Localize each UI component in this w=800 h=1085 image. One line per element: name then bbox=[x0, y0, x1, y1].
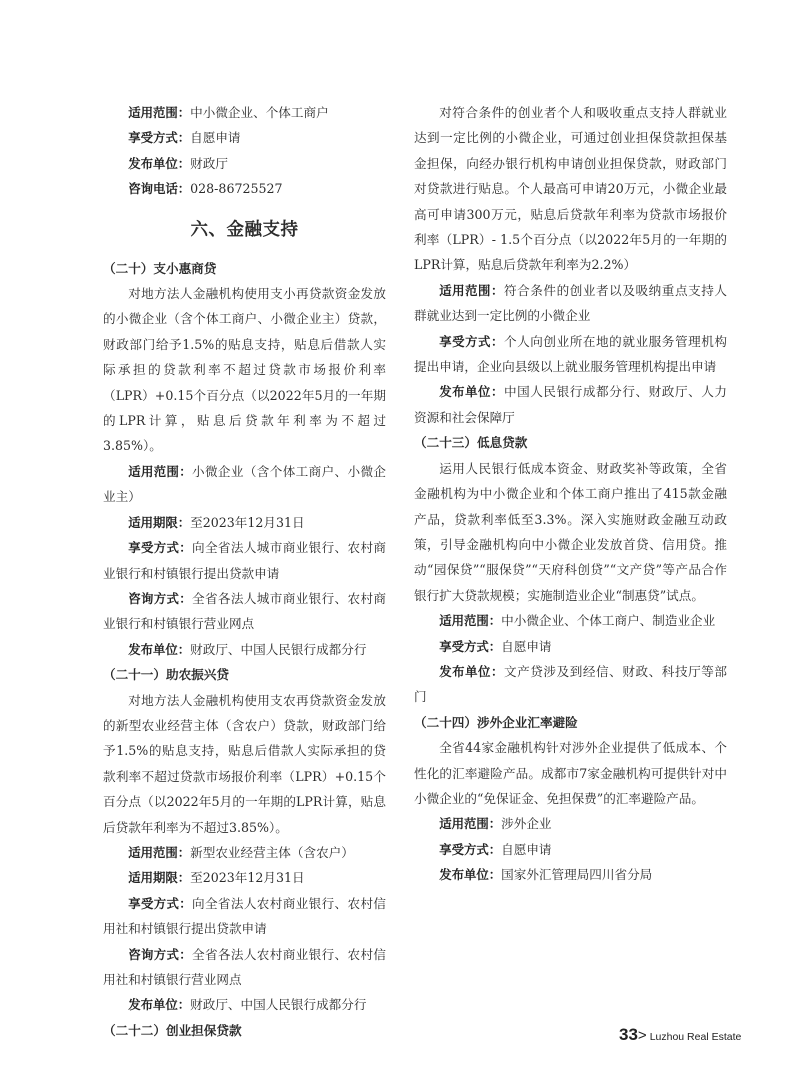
field-label: 适用范围： bbox=[128, 844, 191, 860]
policy-field bbox=[103, 459, 386, 510]
field-value: 财政厅、中国人民银行成都分行 bbox=[190, 641, 367, 657]
body-paragraph: 对符合条件的创业者个人和吸收重点支持人群就业达到一定比例的小微企业，可通过创业担保贷款担保基金担保，向经办银行机构申请创业担保贷款，财政部门对贷款进行贴息。个人最高可申请20万元，小微企业最高可申请300万元，贴息后贷款年利率为贷款市场报价利率（LPR）- 1.5个百分点（以2022年5月的一年期的LPR计算，贴息后贷款年利率为2.2%） bbox=[414, 105, 727, 273]
field-value: 至2023年12月31日 bbox=[190, 514, 305, 530]
policy-field bbox=[414, 379, 727, 430]
page-footer bbox=[619, 1025, 769, 1049]
field-label: 咨询电话： bbox=[128, 181, 191, 197]
field-value: 中小微企业、个体工商户、制造业企业 bbox=[501, 613, 716, 629]
field-value: 文产贷涉及到经信、财政、科技厅等部门 bbox=[414, 663, 728, 705]
field-label: 发布单位： bbox=[439, 384, 504, 400]
policy-field bbox=[414, 278, 727, 329]
field-label: 发布单位： bbox=[439, 663, 504, 679]
policy-field bbox=[414, 634, 727, 659]
field-value: 国家外汇管理局四川省分局 bbox=[501, 867, 653, 883]
policy-field bbox=[103, 125, 386, 150]
field-value: 至2023年12月31日 bbox=[190, 870, 305, 886]
field-label: 适用期限： bbox=[128, 870, 191, 886]
field-label: 发布单位： bbox=[128, 641, 191, 657]
field-value: 向全省法人城市商业银行、农村商业银行和村镇银行提出贷款申请 bbox=[103, 540, 387, 581]
arrow-icon: > bbox=[637, 1027, 647, 1044]
field-label: 享受方式： bbox=[128, 130, 191, 146]
field-label: 适用范围： bbox=[439, 816, 502, 832]
policy-field bbox=[103, 840, 386, 865]
left-column bbox=[103, 100, 386, 1043]
field-value: 个人向创业所在地的就业服务管理机构提出申请，企业向县级以上就业服务管理机构提出申请 bbox=[414, 333, 728, 375]
policy-field bbox=[414, 811, 727, 836]
subsection-heading: （二十）支小惠商贷 bbox=[103, 260, 217, 276]
policy-field bbox=[103, 586, 386, 637]
field-label: 咨询方式： bbox=[128, 946, 192, 962]
policy-field bbox=[414, 837, 727, 862]
policy-field bbox=[414, 608, 727, 633]
field-value: 小微企业（含个体工商户、小微企业主） bbox=[103, 463, 387, 505]
policy-field bbox=[414, 659, 727, 710]
field-value: 自愿申请 bbox=[190, 130, 241, 146]
field-value: 全省各法人城市商业银行、农村商业银行和村镇银行营业网点 bbox=[103, 590, 387, 632]
field-label: 咨询方式： bbox=[128, 590, 192, 606]
policy-field bbox=[103, 891, 386, 942]
policy-field bbox=[103, 992, 386, 1017]
field-value: 中国人民银行成都分行、财政厅、人力资源和社会保障厅 bbox=[414, 384, 728, 425]
field-value: 自愿申请 bbox=[501, 638, 552, 654]
policy-field bbox=[103, 865, 386, 890]
field-value: 自愿申请 bbox=[501, 841, 552, 857]
field-label: 发布单位： bbox=[128, 997, 191, 1013]
policy-field bbox=[103, 100, 386, 125]
field-value: 全省各法人农村商业银行、农村信用社和村镇银行营业网点 bbox=[103, 946, 387, 987]
field-label: 享受方式： bbox=[128, 895, 192, 911]
field-value: 符合条件的创业者以及吸纳重点支持人群就业达到一定比例的小微企业 bbox=[414, 282, 728, 324]
field-value: 新型农业经营主体（含农户） bbox=[190, 844, 354, 860]
field-label: 享受方式： bbox=[128, 540, 192, 556]
field-label: 适用范围： bbox=[439, 282, 504, 298]
field-value: 财政厅、中国人民银行成都分行 bbox=[190, 997, 367, 1013]
policy-field bbox=[103, 942, 386, 993]
policy-field bbox=[414, 329, 727, 380]
field-label: 适用范围： bbox=[128, 463, 192, 479]
policy-field bbox=[103, 176, 386, 201]
field-label: 适用范围： bbox=[128, 105, 191, 120]
field-value: 财政厅 bbox=[190, 155, 228, 171]
body-paragraph: 对地方法人金融机构使用支小再贷款资金发放的小微企业（含个体工商户、小微企业主）贷款，财政部门给予1.5%的贴息支持，贴息后借款人实际承担的贷款利率不超过贷款市场报价利率（LPR）+0.15个百分点（以2022年5月的一年期的LPR计算，贴息后贷款年利率为不超过3.85%）。 bbox=[103, 286, 386, 454]
policy-field bbox=[103, 535, 386, 586]
field-value: 向全省法人农村商业银行、农村信用社和村镇银行提出贷款申请 bbox=[103, 895, 387, 937]
subsection-heading: （二十一）助农振兴贷 bbox=[103, 667, 229, 683]
subsection-heading: （二十三）低息贷款 bbox=[414, 435, 528, 451]
field-label: 享受方式： bbox=[439, 333, 504, 349]
right-column bbox=[414, 100, 727, 888]
page-number: 33 bbox=[619, 1025, 638, 1044]
policy-field bbox=[103, 510, 386, 535]
field-label: 发布单位： bbox=[128, 155, 191, 171]
field-label: 适用期限： bbox=[128, 514, 191, 530]
subsection-heading: （二十二）创业担保贷款 bbox=[103, 1022, 242, 1038]
field-label: 享受方式： bbox=[439, 841, 502, 857]
field-value: 中小微企业、个体工商户 bbox=[190, 105, 329, 120]
body-paragraph: 全省44家金融机构针对涉外企业提供了低成本、个性化的汇率避险产品。成都市7家金融机构可提供针对中小微企业的“免保证金、免担保费”的汇率避险产品。 bbox=[414, 740, 727, 806]
policy-field bbox=[414, 862, 727, 887]
section-heading: 六、金融支持 bbox=[190, 219, 299, 240]
magazine-name: Luzhou Real Estate bbox=[649, 1031, 742, 1043]
field-label: 发布单位： bbox=[439, 867, 502, 883]
field-value: 涉外企业 bbox=[501, 816, 552, 832]
policy-field bbox=[103, 637, 386, 662]
body-paragraph: 运用人民银行低成本资金、财政奖补等政策，全省金融机构为中小微企业和个体工商户推出了415款金融产品，贷款利率低至3.3%。深入实施财政金融互动政策，引导金融机构向中小微企业发放首贷、信用贷。推动“园保贷”“服保贷”“天府科创贷”“文产贷”等产品合作银行扩大贷款规模；实施制造业企业“制惠贷”试点。 bbox=[414, 460, 727, 603]
field-label: 享受方式： bbox=[439, 638, 502, 654]
policy-field bbox=[103, 151, 386, 176]
field-label: 适用范围： bbox=[439, 613, 502, 629]
field-value: 028-86725527 bbox=[190, 181, 283, 197]
subsection-heading: （二十四）涉外企业汇率避险 bbox=[414, 714, 578, 730]
body-paragraph: 对地方法人金融机构使用支农再贷款资金发放的新型农业经营主体（含农户）贷款，财政部门给予1.5%的贴息支持，贴息后借款人实际承担的贷款利率不超过贷款市场报价利率（LPR）+0.15个百分点（以2022年5月的一年期的LPR计算，贴息后贷款年利率为不超过3.85%）。 bbox=[103, 692, 386, 835]
